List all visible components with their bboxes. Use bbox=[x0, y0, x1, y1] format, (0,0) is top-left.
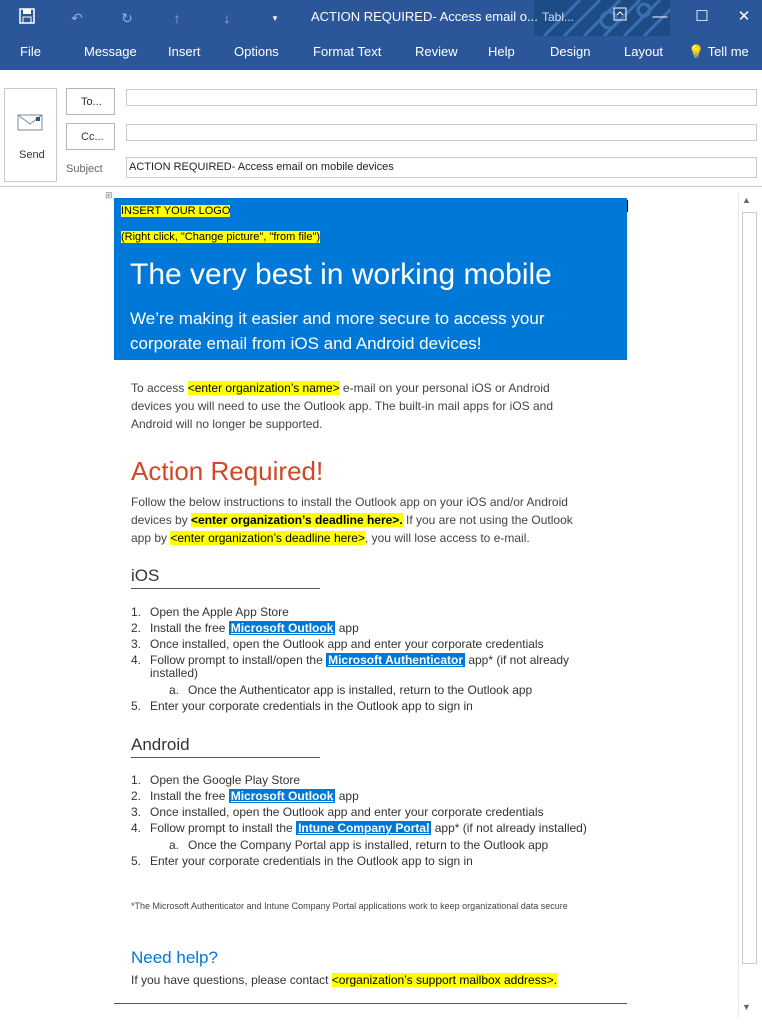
android-steps bbox=[131, 772, 651, 869]
cc-field[interactable] bbox=[126, 124, 757, 141]
down-arrow-icon[interactable]: ↓ bbox=[223, 10, 231, 26]
step-text: app* (if not already installed) bbox=[431, 821, 587, 835]
action-text: devices by bbox=[131, 513, 192, 527]
redo-icon[interactable]: ↻ bbox=[121, 10, 133, 26]
android-heading: Android bbox=[131, 735, 320, 758]
scroll-down-icon[interactable]: ▼ bbox=[742, 1002, 751, 1012]
intune-company-portal-link[interactable]: Intune Company Portal bbox=[298, 821, 430, 835]
step-text: Once the Company Portal app is installed, return to the Outlook app bbox=[188, 838, 549, 852]
tab-format-text[interactable]: Format Text bbox=[313, 44, 382, 59]
list-item: 1. Open the Apple App Store bbox=[131, 605, 289, 619]
list-item: 2. Install the free Microsoft Outlook app bbox=[131, 621, 359, 635]
window-title: ACTION REQUIRED- Access email o... bbox=[311, 9, 538, 24]
logo-placeholder[interactable]: INSERT YOUR LOGO bbox=[121, 205, 231, 217]
action-paragraph bbox=[131, 493, 631, 547]
microsoft-outlook-link[interactable]: Microsoft Outlook bbox=[230, 621, 334, 635]
customize-toolbar-icon[interactable]: ▾ bbox=[272, 13, 278, 23]
deadline-placeholder: <enter organization’s deadline here> bbox=[170, 531, 365, 545]
step-text: app* (if not already installed) bbox=[150, 653, 570, 680]
microsoft-authenticator-link[interactable]: Microsoft Authenticator bbox=[328, 653, 463, 667]
step-text: Install the free bbox=[150, 789, 229, 803]
subject-field[interactable]: ACTION REQUIRED- Access email on mobile devices bbox=[126, 157, 757, 178]
minimize-icon[interactable]: — bbox=[652, 8, 668, 25]
help-paragraph bbox=[131, 973, 557, 987]
action-text: , you will lose access to e-mail. bbox=[364, 531, 530, 545]
undo-icon[interactable]: ↶ bbox=[71, 10, 83, 26]
tab-review[interactable]: Review bbox=[415, 44, 458, 59]
maximize-icon[interactable]: ☐ bbox=[695, 8, 709, 25]
ribbon-display-icon[interactable] bbox=[608, 6, 632, 28]
action-text: If you are not using the Outlook bbox=[402, 513, 573, 527]
scrollbar-thumb[interactable] bbox=[742, 212, 757, 964]
banner bbox=[114, 198, 627, 360]
footnote: *The Microsoft Authenticator and Intune Company Portal applications work to keep organizational data secure bbox=[131, 901, 568, 911]
tab-help[interactable]: Help bbox=[488, 44, 515, 59]
tell-me-label: Tell me bbox=[707, 44, 749, 59]
list-item: a. Once the Authenticator app is installed, return to the Outlook app bbox=[169, 683, 533, 697]
close-icon[interactable]: ✕ bbox=[737, 8, 751, 25]
support-mailbox-placeholder: <organization’s support mailbox address>. bbox=[331, 973, 558, 987]
action-text: app by bbox=[131, 531, 171, 545]
step-text: Once the Authenticator app is installed, return to the Outlook app bbox=[188, 683, 533, 697]
save-icon[interactable] bbox=[17, 8, 37, 28]
step-text: Install the free bbox=[150, 621, 229, 635]
tell-me-search[interactable] bbox=[688, 44, 749, 60]
intro-text: To access bbox=[131, 381, 188, 395]
need-help-heading: Need help? bbox=[131, 948, 218, 967]
step-text: Follow prompt to install the bbox=[150, 821, 297, 835]
title-bar bbox=[0, 0, 762, 36]
to-field[interactable] bbox=[126, 89, 757, 106]
tab-layout[interactable]: Layout bbox=[624, 44, 664, 59]
subject-label: Subject bbox=[66, 163, 103, 175]
to-button[interactable]: To... bbox=[66, 88, 115, 115]
step-text: Once installed, open the Outlook app and enter your corporate credentials bbox=[150, 637, 544, 651]
ios-heading: iOS bbox=[131, 566, 320, 589]
list-item: 4. Follow prompt to install/open the Microsoft Authenticator app* (if not already installed) bbox=[131, 653, 570, 680]
step-text: Open the Apple App Store bbox=[150, 605, 289, 619]
step-text: Once installed, open the Outlook app and enter your corporate credentials bbox=[150, 805, 544, 819]
scroll-up-icon[interactable]: ▲ bbox=[742, 195, 751, 205]
step-text: Follow prompt to install/open the bbox=[150, 653, 327, 667]
banner-title: The very best in working mobile bbox=[130, 258, 552, 291]
action-text: Follow the below instructions to install the Outlook app on your iOS and/or Android bbox=[131, 495, 568, 509]
list-item: 5. Enter your corporate credentials in the Outlook app to sign in bbox=[131, 699, 473, 713]
lightbulb-icon: 💡 bbox=[688, 44, 705, 59]
list-item: 3. Once installed, open the Outlook app and enter your corporate credentials bbox=[131, 805, 544, 819]
tab-insert[interactable]: Insert bbox=[168, 44, 201, 59]
context-tab-label: Tabl... bbox=[542, 10, 575, 24]
list-item: 4. Follow prompt to install the Intune Company Portal app* (if not already installed) bbox=[131, 821, 587, 835]
step-text: Open the Google Play Store bbox=[150, 773, 301, 787]
logo-instructions: (Right click, "Change picture", "from file") bbox=[121, 231, 321, 243]
step-text: Enter your corporate credentials in the Outlook app to sign in bbox=[150, 854, 473, 868]
list-item: 3. Once installed, open the Outlook app and enter your corporate credentials bbox=[131, 637, 544, 651]
list-item: 5. Enter your corporate credentials in the Outlook app to sign in bbox=[131, 854, 473, 868]
send-label: Send bbox=[19, 149, 45, 161]
ribbon-tabs bbox=[0, 36, 762, 70]
org-name-placeholder: <enter organization’s name> bbox=[187, 381, 340, 395]
send-button[interactable] bbox=[4, 88, 57, 182]
intro-paragraph bbox=[131, 379, 601, 433]
step-text: Enter your corporate credentials in the Outlook app to sign in bbox=[150, 699, 473, 713]
text-cursor bbox=[627, 200, 628, 212]
cc-button[interactable]: Cc... bbox=[66, 123, 115, 150]
list-item: 2. Install the free Microsoft Outlook app bbox=[131, 789, 359, 803]
divider bbox=[114, 1003, 627, 1004]
table-move-handle-icon[interactable]: ⊞ bbox=[105, 190, 113, 200]
list-item: 1. Open the Google Play Store bbox=[131, 773, 301, 787]
step-text: app bbox=[335, 789, 359, 803]
step-text: app bbox=[335, 621, 359, 635]
intro-text: devices you will need to use the Outlook app. The built-in mail apps for iOS and bbox=[131, 399, 554, 413]
banner-subtitle: We’re making it easier and more secure to access your corporate email from iOS and Android devices! bbox=[130, 309, 545, 353]
deadline-placeholder: <enter organization’s deadline here>. bbox=[191, 513, 403, 527]
list-item: a. Once the Company Portal app is installed, return to the Outlook app bbox=[169, 838, 549, 852]
help-text: If you have questions, please contact bbox=[131, 973, 332, 987]
ios-steps bbox=[131, 604, 651, 714]
tab-file[interactable]: File bbox=[20, 44, 41, 59]
microsoft-outlook-link[interactable]: Microsoft Outlook bbox=[230, 789, 334, 803]
vertical-scrollbar[interactable] bbox=[738, 192, 757, 1018]
up-arrow-icon[interactable]: ↑ bbox=[173, 10, 181, 26]
envelope-icon bbox=[16, 111, 44, 133]
action-heading: Action Required! bbox=[131, 456, 324, 486]
tab-design[interactable]: Design bbox=[550, 44, 591, 59]
intro-text: Android will no longer be supported. bbox=[131, 417, 323, 431]
intro-text: e-mail on your personal iOS or Android bbox=[339, 381, 550, 395]
tab-options[interactable]: Options bbox=[234, 44, 279, 59]
tab-message[interactable]: Message bbox=[84, 44, 137, 59]
